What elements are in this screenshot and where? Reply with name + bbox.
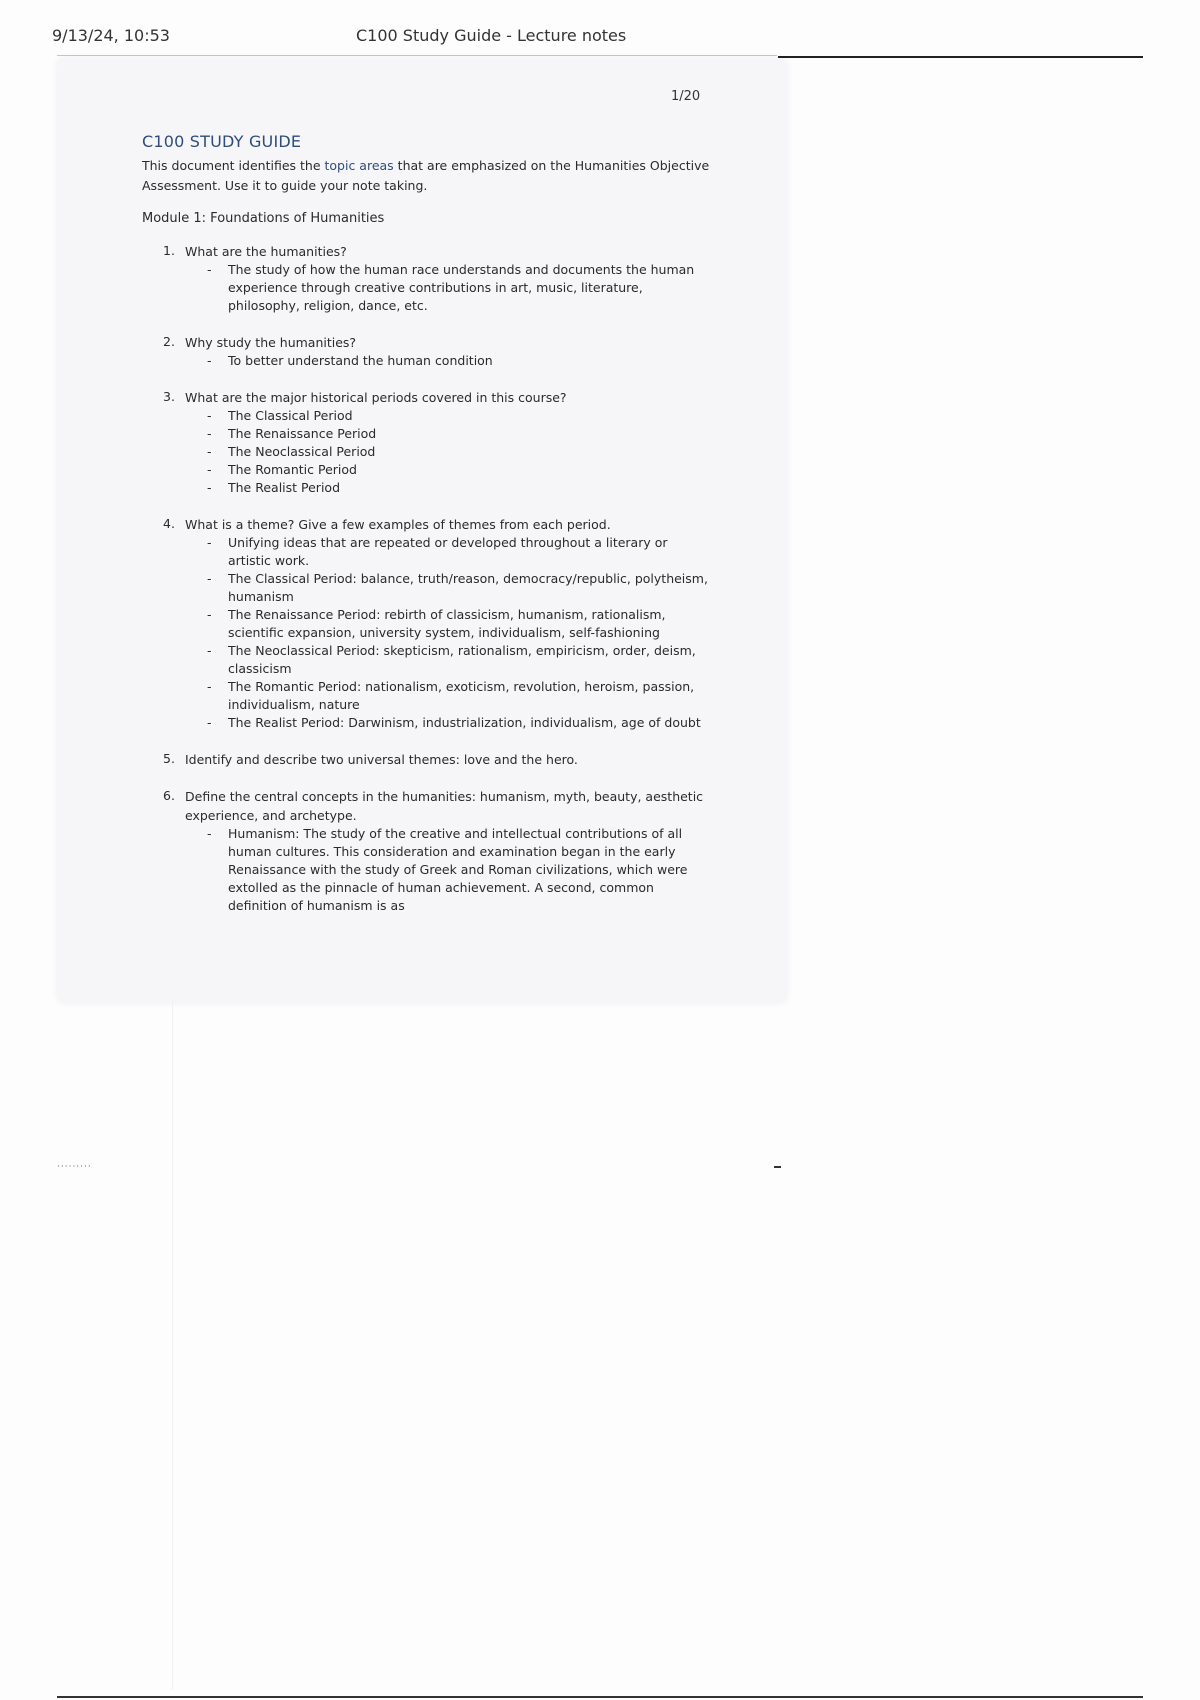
question-list (142, 242, 712, 915)
question-item (142, 515, 712, 732)
page-footer-dash (774, 1166, 781, 1168)
answer-item: - The Neoclassical Period: skepticism, rationalism, empiricism, order, deism, classicism (185, 642, 712, 678)
question-item (142, 242, 712, 315)
print-header (52, 26, 1148, 48)
answer-list (185, 534, 712, 732)
top-divider-left (57, 55, 777, 56)
answer-item: - Humanism: The study of the creative and intellectual contributions of all human cultures. This consideration and examination began in the early Renaissance with the study of Greek and Roman civilizations, which were extolled as the pinnacle of human achievement. A second, common definition of humanism is as (185, 825, 712, 915)
question-text: What are the major historical periods covered in this course? (185, 390, 567, 405)
question-item (142, 388, 712, 497)
question-item (142, 787, 712, 915)
question-item (142, 750, 712, 769)
print-date: 9/13/24, 10:53 (52, 26, 170, 45)
answer-item: - The Romantic Period: nationalism, exoticism, revolution, heroism, passion, individualism, nature (185, 678, 712, 714)
answer-item: - Unifying ideas that are repeated or developed throughout a literary or artistic work. (185, 534, 712, 570)
top-divider-right (778, 56, 1143, 58)
question-number: 3. (163, 389, 175, 404)
question-number: 5. (163, 751, 175, 766)
answer-item: - The study of how the human race understands and documents the human experience through creative contributions in art, music, literature, philosophy, religion, dance, etc. (185, 261, 712, 315)
bottom-divider (57, 1696, 1143, 1698)
page-footer-mark: ········· (57, 1162, 92, 1172)
faint-column-guide (172, 1000, 173, 1690)
document-body (142, 156, 712, 933)
topic-areas-link[interactable]: topic areas (324, 158, 394, 173)
intro-prefix: This document identifies the (142, 158, 325, 173)
answer-item: - The Renaissance Period: rebirth of classicism, humanism, rationalism, scientific expansion, university system, individualism, self-fashioning (185, 606, 712, 642)
question-number: 2. (163, 334, 175, 349)
document-title: C100 STUDY GUIDE (142, 132, 302, 151)
intro-suffix: that are emphasized on the Humanities Objective Assessment. Use it to guide your note taking. (142, 158, 710, 193)
question-number: 1. (163, 243, 175, 258)
question-number: 6. (163, 788, 175, 803)
answer-item: - The Renaissance Period (185, 425, 712, 443)
print-title: C100 Study Guide - Lecture notes (356, 26, 627, 45)
answer-list (185, 352, 712, 370)
answer-item: - To better understand the human condition (185, 352, 712, 370)
question-number: 4. (163, 516, 175, 531)
intro-paragraph (142, 156, 712, 196)
question-text: What are the humanities? (185, 244, 347, 259)
answer-list (185, 261, 712, 315)
document-page (57, 58, 787, 1003)
answer-list (185, 407, 712, 497)
answer-item: - The Realist Period: Darwinism, industrialization, individualism, age of doubt (185, 714, 712, 732)
answer-item: - The Neoclassical Period (185, 443, 712, 461)
page-indicator: 1/20 (671, 89, 701, 104)
answer-item: - The Classical Period: balance, truth/reason, democracy/republic, polytheism, humanism (185, 570, 712, 606)
question-item (142, 333, 712, 370)
answer-item: - The Romantic Period (185, 461, 712, 479)
answer-item: - The Realist Period (185, 479, 712, 497)
module-heading: Module 1: Foundations of Humanities (142, 211, 385, 226)
question-text: What is a theme? Give a few examples of themes from each period. (185, 517, 611, 532)
answer-item: - The Classical Period (185, 407, 712, 425)
question-text: Identify and describe two universal themes: love and the hero. (185, 752, 578, 767)
answer-list (185, 825, 712, 915)
question-text: Why study the humanities? (185, 335, 357, 350)
question-text: Define the central concepts in the humanities: humanism, myth, beauty, aesthetic experience, and archetype. (185, 789, 704, 823)
